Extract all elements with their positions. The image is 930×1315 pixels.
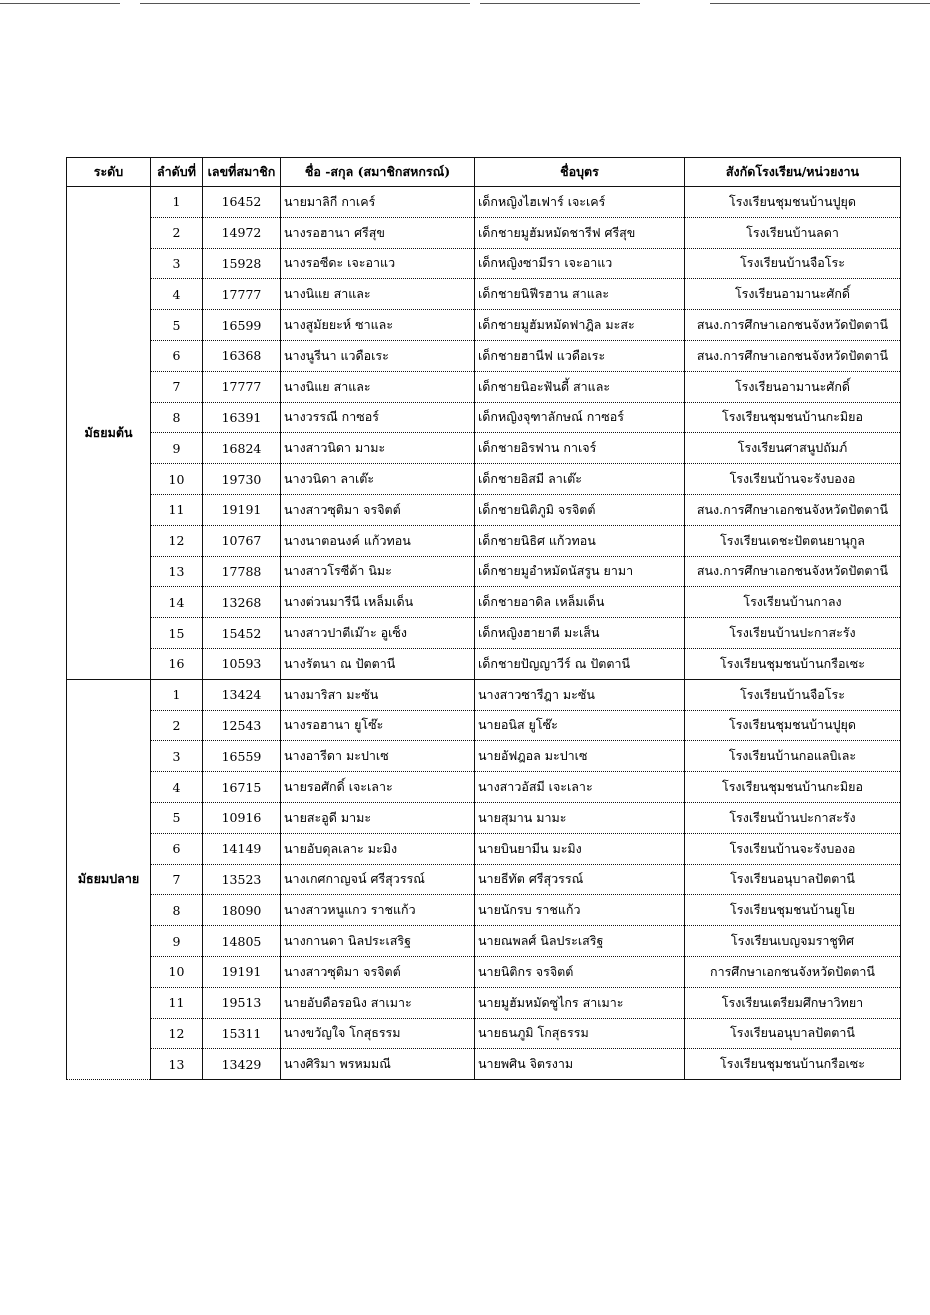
table-row xyxy=(67,279,901,310)
child-name-cell: นายพศิน จิตรงาม xyxy=(475,1049,685,1080)
table-header-row xyxy=(67,158,901,187)
member-name-cell: นางสาวนิดา มามะ xyxy=(281,433,475,464)
row-number-cell: 3 xyxy=(151,248,203,279)
row-number-cell: 6 xyxy=(151,340,203,371)
school-cell: สนง.การศึกษาเอกชนจังหวัดปัตตานี xyxy=(685,494,901,525)
row-number-cell: 11 xyxy=(151,987,203,1018)
member-name-cell: นางวรรณี กาซอร์ xyxy=(281,402,475,433)
table-row xyxy=(67,987,901,1018)
child-name-cell: เด็กหญิงจุฑาลักษณ์ กาซอร์ xyxy=(475,402,685,433)
member-name-cell: นางสาวซุติมา จรจิตต์ xyxy=(281,494,475,525)
school-cell: โรงเรียนชุมชนบ้านกะมิยอ xyxy=(685,402,901,433)
child-name-cell: นายบินยามีน มะมิง xyxy=(475,833,685,864)
school-cell: โรงเรียนอามานะศักดิ์ xyxy=(685,279,901,310)
school-cell: โรงเรียนบ้านจะรังบองอ xyxy=(685,833,901,864)
member-name-cell: นางรอฮานา ยูโซ๊ะ xyxy=(281,710,475,741)
table-row xyxy=(67,648,901,679)
school-cell: โรงเรียนบ้านลดา xyxy=(685,217,901,248)
row-number-cell: 11 xyxy=(151,494,203,525)
row-number-cell: 4 xyxy=(151,772,203,803)
school-cell: โรงเรียนบ้านปะกาสะรัง xyxy=(685,802,901,833)
school-cell: โรงเรียนอนุบาลปัตตานี xyxy=(685,864,901,895)
row-number-cell: 13 xyxy=(151,1049,203,1080)
child-name-cell: เด็กชายนิอะฟันดี้ สาและ xyxy=(475,371,685,402)
table-row xyxy=(67,217,901,248)
member-id-cell: 16559 xyxy=(203,741,281,772)
school-cell: สนง.การศึกษาเอกชนจังหวัดปัตตานี xyxy=(685,556,901,587)
member-id-cell: 17777 xyxy=(203,371,281,402)
scan-edge-line xyxy=(0,3,120,4)
member-name-cell: นางรอซีดะ เจะอาแว xyxy=(281,248,475,279)
table-row xyxy=(67,710,901,741)
child-name-cell: เด็กชายอิสมี ลาเต๊ะ xyxy=(475,464,685,495)
school-cell: โรงเรียนเบญจมราชูทิศ xyxy=(685,926,901,957)
member-name-cell: นายอับดือรอนิง สาเมาะ xyxy=(281,987,475,1018)
member-id-cell: 14805 xyxy=(203,926,281,957)
child-name-cell: เด็กชายนิธิศ แก้วทอน xyxy=(475,525,685,556)
child-name-cell: นางสาวอัสมี เจะเลาะ xyxy=(475,772,685,803)
header-member-name: ชื่อ -สกุล (สมาชิกสหกรณ์) xyxy=(281,158,475,187)
member-name-cell: นางต่วนมารีนี เหล็มเด็น xyxy=(281,587,475,618)
member-name-cell: นางขวัญใจ โกสุธรรม xyxy=(281,1018,475,1049)
school-cell: โรงเรียนศาสนูปถัมภ์ xyxy=(685,433,901,464)
table-row xyxy=(67,433,901,464)
school-cell: สนง.การศึกษาเอกชนจังหวัดปัตตานี xyxy=(685,310,901,341)
table-row xyxy=(67,310,901,341)
member-name-cell: นางมาริสา มะซัน xyxy=(281,679,475,710)
table-row xyxy=(67,525,901,556)
header-no: ลำดับที่ xyxy=(151,158,203,187)
member-name-cell: นายอับดุลเลาะ มะมิง xyxy=(281,833,475,864)
member-id-cell: 19191 xyxy=(203,494,281,525)
member-id-cell: 17777 xyxy=(203,279,281,310)
member-id-cell: 16599 xyxy=(203,310,281,341)
header-school: สังกัดโรงเรียน/หน่วยงาน xyxy=(685,158,901,187)
member-name-cell: นางนิแย สาและ xyxy=(281,279,475,310)
member-id-cell: 16368 xyxy=(203,340,281,371)
row-number-cell: 2 xyxy=(151,710,203,741)
row-number-cell: 7 xyxy=(151,864,203,895)
child-name-cell: นางสาวซารีฎา มะซัน xyxy=(475,679,685,710)
member-name-cell: นางนูรีนา แวดือเระ xyxy=(281,340,475,371)
scan-edge-line xyxy=(140,3,470,4)
child-name-cell: นายอนิส ยูโซ๊ะ xyxy=(475,710,685,741)
member-id-cell: 18090 xyxy=(203,895,281,926)
member-name-cell: นางสาวหนูแกว ราชแก้ว xyxy=(281,895,475,926)
member-name-cell: นางสาวซุติมา จรจิตต์ xyxy=(281,956,475,987)
table-body xyxy=(67,187,901,1080)
member-id-cell: 19191 xyxy=(203,956,281,987)
school-cell: โรงเรียนเตรียมศึกษาวิทยา xyxy=(685,987,901,1018)
member-name-cell: นางกานดา นิลประเสริฐ xyxy=(281,926,475,957)
child-name-cell: นายธีทัต ศรีสุวรรณ์ xyxy=(475,864,685,895)
child-name-cell: เด็กชายฮานีฟ แวดือเระ xyxy=(475,340,685,371)
member-id-cell: 13424 xyxy=(203,679,281,710)
child-name-cell: เด็กชายมูฮัมหมัดฟาฎิล มะสะ xyxy=(475,310,685,341)
child-name-cell: เด็กชายอิรฟาน กาเจร์ xyxy=(475,433,685,464)
table-row xyxy=(67,772,901,803)
header-level: ระดับ xyxy=(67,158,151,187)
member-id-cell: 15452 xyxy=(203,618,281,649)
school-cell: โรงเรียนบ้านจะรังบองอ xyxy=(685,464,901,495)
member-name-cell: นางวนิดา ลาเต๊ะ xyxy=(281,464,475,495)
child-name-cell: เด็กหญิงซามีรา เจะอาแว xyxy=(475,248,685,279)
school-cell: โรงเรียนบ้านกาลง xyxy=(685,587,901,618)
child-name-cell: นายณพลศ์ นิลประเสริฐ xyxy=(475,926,685,957)
row-number-cell: 14 xyxy=(151,587,203,618)
table-row xyxy=(67,895,901,926)
school-cell: โรงเรียนบ้านกอแลบิเละ xyxy=(685,741,901,772)
row-number-cell: 1 xyxy=(151,679,203,710)
child-name-cell: นายธนภูมิ โกสุธรรม xyxy=(475,1018,685,1049)
row-number-cell: 1 xyxy=(151,187,203,218)
school-cell: การศึกษาเอกชนจังหวัดปัตตานี xyxy=(685,956,901,987)
row-number-cell: 10 xyxy=(151,956,203,987)
table-row xyxy=(67,371,901,402)
member-id-cell: 10767 xyxy=(203,525,281,556)
row-number-cell: 13 xyxy=(151,556,203,587)
row-number-cell: 8 xyxy=(151,895,203,926)
child-name-cell: เด็กชายมูฮัมหมัดชารีฟ ศรีสุข xyxy=(475,217,685,248)
level-cell: มัธยมปลาย xyxy=(67,679,151,1079)
school-cell: โรงเรียนชุมชนบ้านปูยุด xyxy=(685,710,901,741)
row-number-cell: 10 xyxy=(151,464,203,495)
table-row xyxy=(67,741,901,772)
member-id-cell: 10916 xyxy=(203,802,281,833)
school-cell: โรงเรียนเดชะปัตตนยานุกูล xyxy=(685,525,901,556)
member-id-cell: 15928 xyxy=(203,248,281,279)
child-name-cell: นายสุมาน มามะ xyxy=(475,802,685,833)
member-id-cell: 13523 xyxy=(203,864,281,895)
member-name-cell: นางสูมัยยะห์ ซาและ xyxy=(281,310,475,341)
row-number-cell: 16 xyxy=(151,648,203,679)
table-row xyxy=(67,926,901,957)
table-row xyxy=(67,494,901,525)
child-name-cell: เด็กหญิงฮายาตี มะเส็น xyxy=(475,618,685,649)
table-row xyxy=(67,618,901,649)
child-name-cell: เด็กชายนิฟีรฮาน สาและ xyxy=(475,279,685,310)
child-name-cell: นายนิติกร จรจิตต์ xyxy=(475,956,685,987)
row-number-cell: 12 xyxy=(151,525,203,556)
school-cell: โรงเรียนชุมชนบ้านยูโย xyxy=(685,895,901,926)
member-name-cell: นางรอฮานา ศรีสุข xyxy=(281,217,475,248)
row-number-cell: 5 xyxy=(151,802,203,833)
member-name-cell: นายรอศักดิ์ เจะเลาะ xyxy=(281,772,475,803)
row-number-cell: 2 xyxy=(151,217,203,248)
member-id-cell: 12543 xyxy=(203,710,281,741)
header-member-id: เลขที่สมาชิก xyxy=(203,158,281,187)
member-id-cell: 16824 xyxy=(203,433,281,464)
child-name-cell: เด็กหญิงไฮเฟาร์ เจะเคร์ xyxy=(475,187,685,218)
member-name-cell: นางนิแย สาและ xyxy=(281,371,475,402)
member-name-cell: นางเกศกาญจน์ ศรีสุวรรณ์ xyxy=(281,864,475,895)
member-name-cell: นางสาวโรซีด้า นิมะ xyxy=(281,556,475,587)
table-row xyxy=(67,679,901,710)
member-name-cell: นายสะอูดี มามะ xyxy=(281,802,475,833)
level-cell: มัธยมต้น xyxy=(67,187,151,680)
member-name-cell: นางศิริมา พรหมมณี xyxy=(281,1049,475,1080)
child-name-cell: เด็กชายมูอำหมัดนัสรูน ยามา xyxy=(475,556,685,587)
row-number-cell: 15 xyxy=(151,618,203,649)
member-id-cell: 17788 xyxy=(203,556,281,587)
table-row xyxy=(67,556,901,587)
member-id-cell: 19513 xyxy=(203,987,281,1018)
row-number-cell: 6 xyxy=(151,833,203,864)
school-cell: โรงเรียนอามานะศักดิ์ xyxy=(685,371,901,402)
child-name-cell: นายมูฮัมหมัดซูไกร สาเมาะ xyxy=(475,987,685,1018)
member-id-cell: 16715 xyxy=(203,772,281,803)
school-cell: โรงเรียนบ้านปะกาสะรัง xyxy=(685,618,901,649)
school-cell: โรงเรียนชุมชนบ้านกรือเซะ xyxy=(685,1049,901,1080)
row-number-cell: 8 xyxy=(151,402,203,433)
row-number-cell: 4 xyxy=(151,279,203,310)
row-number-cell: 7 xyxy=(151,371,203,402)
scan-edge-line xyxy=(710,3,930,4)
member-name-cell: นางรัตนา ณ ปัตตานี xyxy=(281,648,475,679)
school-cell: โรงเรียนชุมชนบ้านกรือเซะ xyxy=(685,648,901,679)
school-cell: โรงเรียนบ้านจือโระ xyxy=(685,679,901,710)
member-id-cell: 15311 xyxy=(203,1018,281,1049)
table-row xyxy=(67,956,901,987)
table-row xyxy=(67,340,901,371)
table-row xyxy=(67,464,901,495)
table-row xyxy=(67,1018,901,1049)
member-id-cell: 10593 xyxy=(203,648,281,679)
member-id-cell: 13429 xyxy=(203,1049,281,1080)
member-id-cell: 14972 xyxy=(203,217,281,248)
table-row xyxy=(67,1049,901,1080)
row-number-cell: 9 xyxy=(151,926,203,957)
table-row xyxy=(67,802,901,833)
child-name-cell: นายอัฟฎอล มะปาเซ xyxy=(475,741,685,772)
table-row xyxy=(67,833,901,864)
school-cell: สนง.การศึกษาเอกชนจังหวัดปัตตานี xyxy=(685,340,901,371)
row-number-cell: 5 xyxy=(151,310,203,341)
member-id-cell: 16391 xyxy=(203,402,281,433)
member-name-cell: นางนาตอนงค์ แก้วทอน xyxy=(281,525,475,556)
school-cell: โรงเรียนบ้านจือโระ xyxy=(685,248,901,279)
row-number-cell: 12 xyxy=(151,1018,203,1049)
school-cell: โรงเรียนชุมชนบ้านกะมิยอ xyxy=(685,772,901,803)
member-id-cell: 19730 xyxy=(203,464,281,495)
row-number-cell: 9 xyxy=(151,433,203,464)
table-row xyxy=(67,248,901,279)
table-row xyxy=(67,187,901,218)
member-children-table xyxy=(66,157,901,1080)
scan-edge-line xyxy=(480,3,640,4)
member-name-cell: นายมาลิกี กาเคร์ xyxy=(281,187,475,218)
school-cell: โรงเรียนชุมชนบ้านปูยุด xyxy=(685,187,901,218)
child-name-cell: นายนักรบ ราชแก้ว xyxy=(475,895,685,926)
child-name-cell: เด็กชายอาดิล เหล็มเด็น xyxy=(475,587,685,618)
member-name-cell: นางสาวปาตีเม๊าะ อูเซ็ง xyxy=(281,618,475,649)
child-name-cell: เด็กชายปัญญาวีร์ ณ ปัตตานี xyxy=(475,648,685,679)
row-number-cell: 3 xyxy=(151,741,203,772)
member-id-cell: 16452 xyxy=(203,187,281,218)
table-row xyxy=(67,402,901,433)
child-name-cell: เด็กชายนิติภูมิ จรจิตต์ xyxy=(475,494,685,525)
member-id-cell: 13268 xyxy=(203,587,281,618)
table-row xyxy=(67,864,901,895)
member-id-cell: 14149 xyxy=(203,833,281,864)
table-row xyxy=(67,587,901,618)
member-name-cell: นางอารีดา มะปาเซ xyxy=(281,741,475,772)
header-child-name: ชื่อบุตร xyxy=(475,158,685,187)
school-cell: โรงเรียนอนุบาลปัตตานี xyxy=(685,1018,901,1049)
